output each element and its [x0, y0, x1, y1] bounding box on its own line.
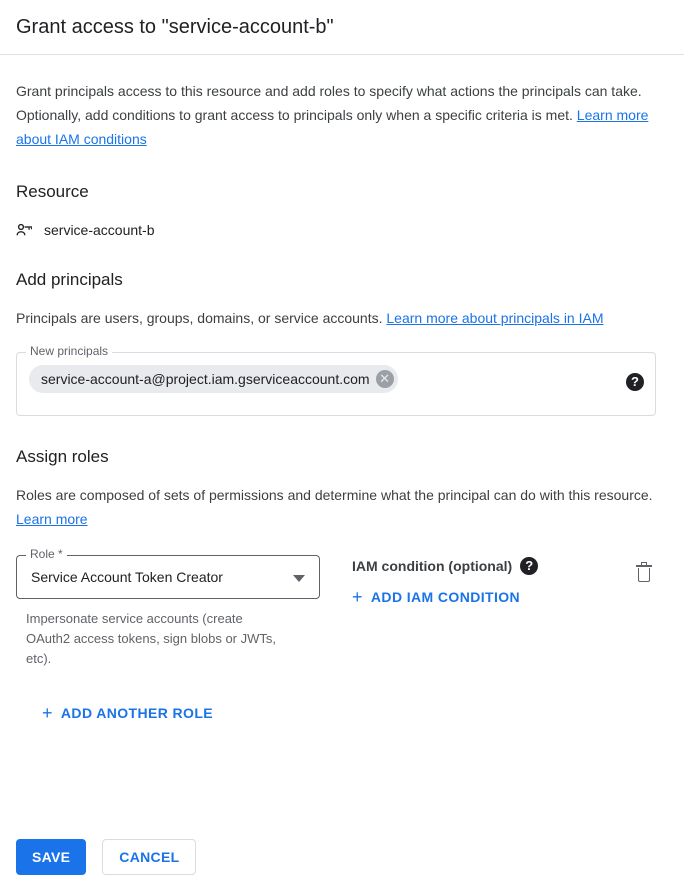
assign-roles-section-title: Assign roles — [16, 447, 109, 466]
intro-text-content: Grant principals access to this resource and add roles to specify what actions the principals can take. Optionally, add conditions to grant access to principals only when a specific criteria is met. — [16, 83, 642, 123]
roles-learn-more-link[interactable]: Learn more — [16, 511, 88, 527]
resource-row — [16, 221, 668, 239]
add-iam-condition-button[interactable] — [352, 589, 520, 605]
iam-condition-label: IAM condition (optional) — [352, 558, 513, 574]
add-principals-section-title: Add principals — [16, 270, 123, 289]
role-row — [16, 547, 668, 669]
principal-chip[interactable] — [29, 365, 398, 393]
principals-description-text: Principals are users, groups, domains, or service accounts. — [16, 310, 383, 326]
role-label: Role * — [26, 547, 67, 561]
dialog-footer — [0, 823, 684, 891]
role-select[interactable] — [16, 555, 320, 599]
service-account-icon — [16, 221, 34, 239]
help-icon[interactable]: ? — [626, 373, 644, 391]
add-another-role-row — [16, 705, 668, 724]
dialog-header — [0, 0, 684, 55]
resource-name: service-account-b — [44, 222, 155, 238]
intro-text — [16, 79, 666, 151]
page-title: Grant access to "service-account-b" — [16, 16, 334, 38]
roles-description-text: Roles are composed of sets of permissions and determine what the principal can do with this resource. — [16, 487, 653, 503]
role-selected-value: Service Account Token Creator — [31, 569, 223, 585]
add-iam-condition-label: ADD IAM CONDITION — [370, 589, 521, 605]
cancel-button[interactable]: CANCEL — [102, 839, 196, 875]
role-help-text: Impersonate service accounts (create OAuth2 access tokens, sign blobs or JWTs, etc). — [26, 611, 276, 666]
new-principals-input[interactable] — [16, 352, 656, 416]
trash-icon[interactable] — [636, 565, 652, 583]
iam-conditions-link[interactable]: Learn more about IAM conditions — [16, 107, 649, 147]
add-another-role-label: ADD ANOTHER ROLE — [60, 705, 214, 721]
roles-description — [16, 483, 666, 531]
save-button[interactable]: SAVE — [16, 839, 86, 875]
close-icon[interactable]: ✕ — [376, 370, 394, 388]
iam-condition-column — [352, 555, 612, 608]
new-principals-field[interactable] — [16, 344, 656, 416]
principals-in-iam-link[interactable]: Learn more about principals in IAM — [386, 310, 604, 326]
plus-icon: + — [42, 703, 53, 723]
principals-description — [16, 306, 666, 330]
chevron-down-icon[interactable] — [293, 575, 305, 582]
plus-icon: + — [352, 587, 363, 607]
help-icon[interactable]: ? — [520, 557, 538, 575]
dialog-body — [0, 79, 684, 724]
principal-chip-label: service-account-a@project.iam.gserviceaccount.com — [41, 371, 370, 387]
resource-section-title: Resource — [16, 182, 89, 201]
new-principals-label: New principals — [26, 344, 112, 358]
delete-role-column — [636, 555, 668, 588]
role-column — [16, 547, 320, 669]
iam-condition-label-row — [352, 557, 612, 575]
add-another-role-button[interactable] — [42, 705, 213, 721]
